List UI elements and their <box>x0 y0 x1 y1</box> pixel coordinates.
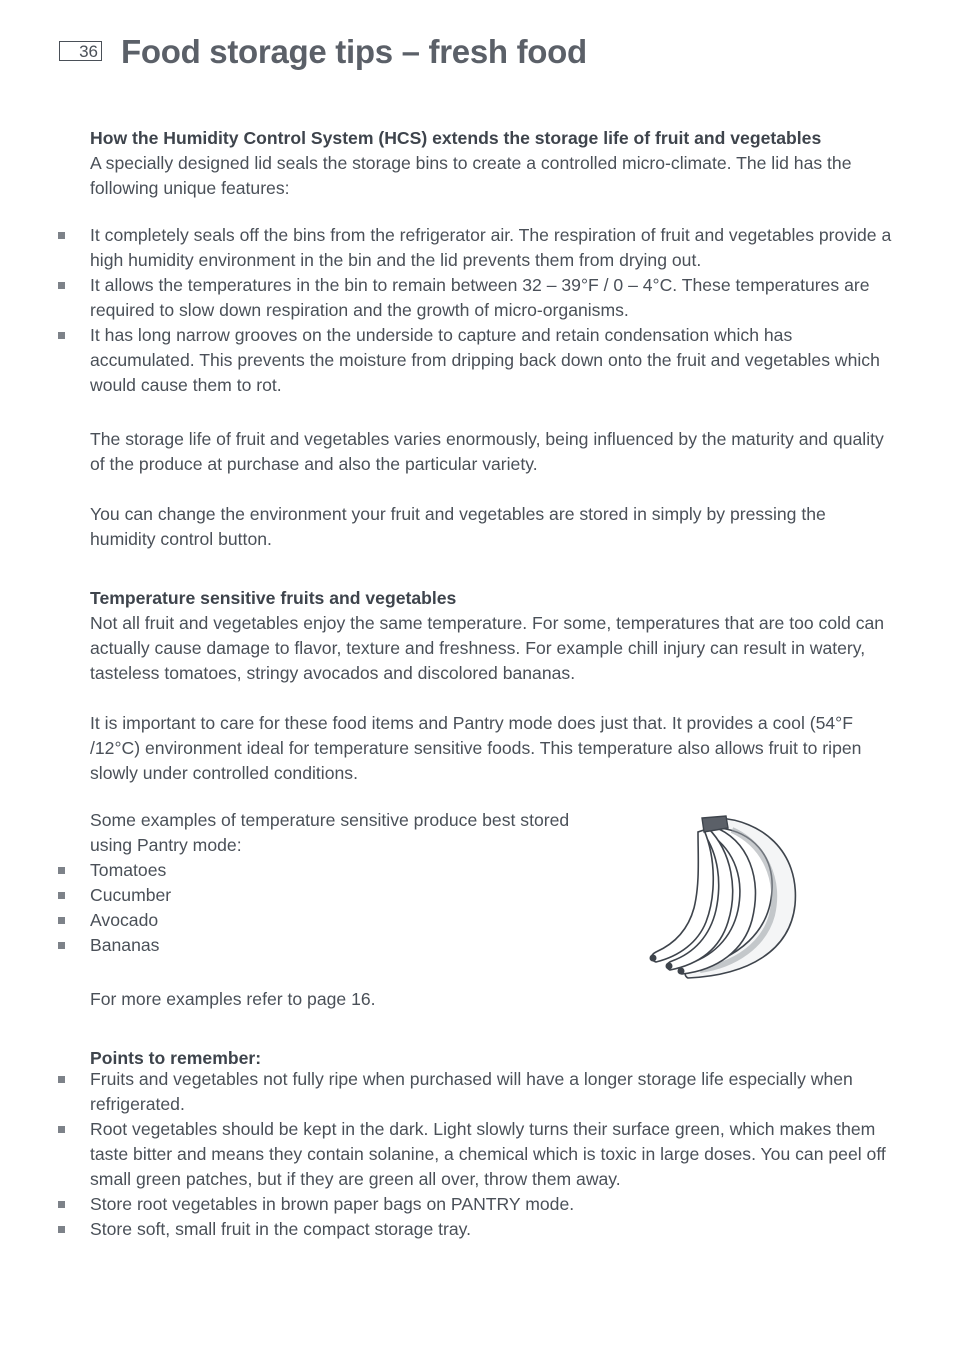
examples-intro: Some examples of temperature sensitive produce best stored using Pantry mode: <box>90 810 570 855</box>
hcs-paragraph-2: You can change the environment your fruit and vegetables are stored in simply by pressing the humidity control button. <box>90 504 826 549</box>
bananas-illustration <box>640 810 805 985</box>
hcs-feature-list <box>90 223 896 398</box>
list-item: Fruits and vegetables not fully ripe when purchased will have a longer storage life especially when refrigerated. <box>90 1067 896 1117</box>
hcs-paragraph-1: The storage life of fruit and vegetables varies enormously, being influenced by the maturity and quality of the produce at purchase and also the particular variety. <box>90 429 884 474</box>
page-title: Food storage tips – fresh food <box>121 33 587 70</box>
list-item: Store soft, small fruit in the compact storage tray. <box>90 1217 896 1242</box>
list-item: Store root vegetables in brown paper bags on PANTRY mode. <box>90 1192 896 1217</box>
list-item: Bananas <box>90 933 896 958</box>
temperature-heading: Temperature sensitive fruits and vegetables <box>90 588 457 608</box>
list-item: Tomatoes <box>90 858 896 883</box>
list-item: It allows the temperatures in the bin to remain between 32 – 39°F / 0 – 4°C. These temperatures are required to slow down respiration and the growth of micro-organisms. <box>90 273 896 323</box>
list-item: Root vegetables should be kept in the dark. Light slowly turns their surface green, which makes them taste bitter and means they contain solanine, a chemical which is toxic in large doses. You can peel off small green patches, but if they are green all over, throw them away. <box>90 1117 896 1192</box>
hcs-heading: How the Humidity Control System (HCS) extends the storage life of fruit and vegetables <box>90 128 822 148</box>
more-examples-note: For more examples refer to page 16. <box>90 989 376 1009</box>
list-item: It completely seals off the bins from the refrigerator air. The respiration of fruit and vegetables provide a high humidity environment in the bin and the lid prevents them from drying out. <box>90 223 896 273</box>
points-list <box>90 1067 896 1242</box>
page-number: 36 <box>59 41 102 61</box>
list-item: Avocado <box>90 908 896 933</box>
hcs-intro: A specially designed lid seals the storage bins to create a controlled micro-climate. The lid has the following unique features: <box>90 153 852 198</box>
points-heading: Points to remember: <box>90 1048 262 1068</box>
list-item: It has long narrow grooves on the underside to capture and retain condensation which has accumulated. This prevents the moisture from dripping back down onto the fruit and vegetables which would cause them to rot. <box>90 323 896 398</box>
page-content <box>90 126 896 1242</box>
temperature-paragraph-1: Not all fruit and vegetables enjoy the same temperature. For some, temperatures that are too cold can actually cause damage to flavor, texture and freshness. For example chill injury can result in watery, tasteless tomatoes, stringy avocados and discolored bananas. <box>90 613 885 683</box>
list-item: Cucumber <box>90 883 896 908</box>
temperature-paragraph-2: It is important to care for these food items and Pantry mode does just that. It provides a cool (54°F /12°C) environment ideal for temperature sensitive foods. This temperature also allows fruit to ripen slowly under controlled conditions. <box>90 713 862 783</box>
